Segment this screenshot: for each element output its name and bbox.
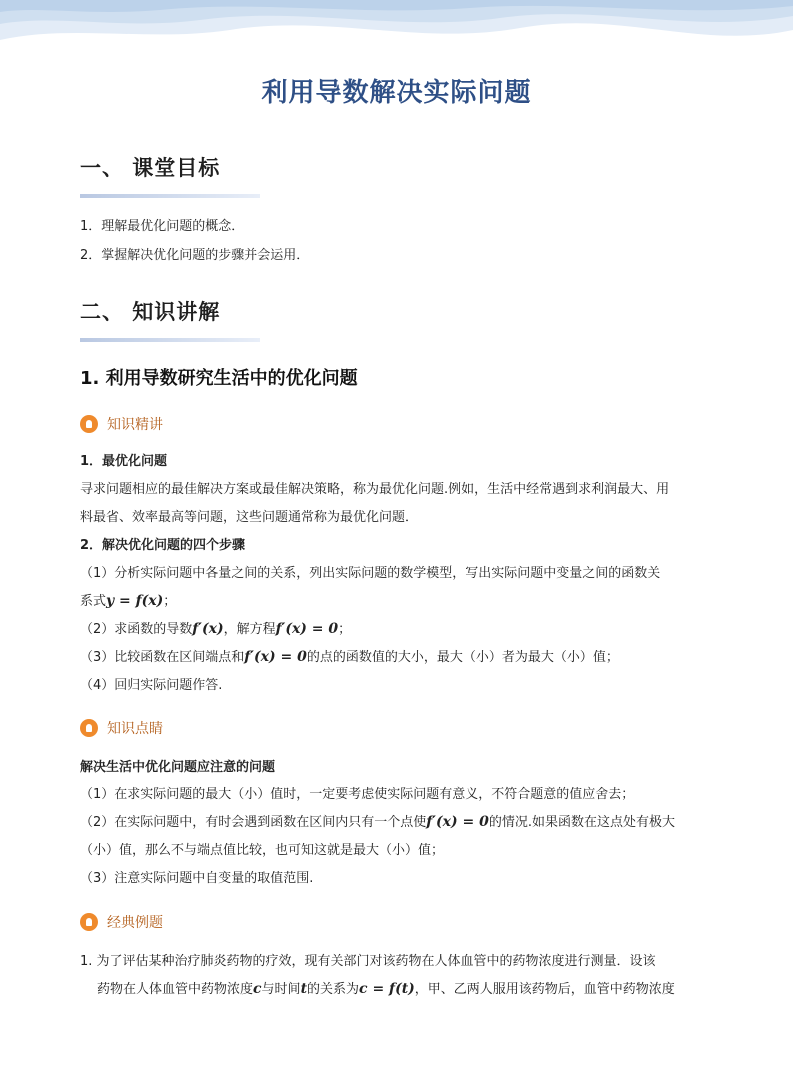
- tag-knowledge-explain: [80, 414, 163, 434]
- tag-label: 经典例题: [107, 915, 163, 931]
- math-formula: c = f(t): [359, 981, 415, 997]
- math-formula: f′(x) = 0: [426, 814, 489, 830]
- example-line: 药物在人体血管中药物浓度c与时间t的关系为c = f(t)，甲、乙两人服用该药物后，血管中药物浓度: [97, 981, 675, 997]
- math-formula: t: [300, 981, 308, 997]
- note-line: （1）在求实际问题的最大（小）值时，一定要考虑使实际问题有意义，不符合题意的值应舍去；: [80, 787, 635, 802]
- steps-heading: 2．解决优化问题的四个步骤: [80, 538, 246, 553]
- notes-heading: 解决生活中优化问题应注意的问题: [80, 760, 276, 775]
- step-line: （4）回归实际问题作答.: [80, 678, 223, 693]
- header-wave-decoration: [0, 0, 793, 70]
- concept-heading: 1．最优化问题: [80, 454, 168, 469]
- note-line: （3）注意实际问题中自变量的取值范围.: [80, 871, 314, 886]
- math-formula: c: [253, 981, 262, 997]
- paragraph-line: 料最省、效率最高等问题，这些问题通常称为最优化问题．: [80, 510, 419, 525]
- tag-classic-examples: [80, 912, 163, 932]
- lightbulb-icon: [80, 913, 98, 931]
- section-heading-goals: 一、 课堂目标: [80, 156, 221, 180]
- step-line: （1）分析实际问题中各量之间的关系，列出实际问题的数学模型，写出实际问题中变量之间的函数关: [80, 566, 661, 581]
- math-formula: f′(x) = 0: [275, 621, 339, 637]
- section-underline: [80, 338, 260, 342]
- math-formula: f′(x): [192, 621, 224, 637]
- tag-key-points: [80, 718, 163, 738]
- tag-label: 知识点睛: [107, 721, 163, 737]
- example-line: 1. 为了评估某种治疗肺炎药物的疗效，现有关部门对该药物在人体血管中的药物浓度进行测量．设该: [80, 954, 656, 969]
- step-line: （3）比较函数在区间端点和f′(x) = 0的点的函数值的大小，最大（小）者为最大（小）值；: [80, 649, 619, 665]
- step-line: （2）求函数的导数f′(x)，解方程f′(x) = 0；: [80, 621, 352, 637]
- section-heading-knowledge: 二、 知识讲解: [80, 300, 221, 324]
- lightbulb-icon: [80, 719, 98, 737]
- note-line: （小）值，那么不与端点值比较，也可知这就是最大（小）值；: [80, 843, 445, 858]
- lightbulb-icon: [80, 415, 98, 433]
- math-formula: f′(x) = 0: [244, 649, 307, 665]
- page-title: 利用导数解决实际问题: [261, 78, 532, 108]
- step-line: 系式y = f(x)；: [80, 593, 177, 609]
- goal-item: 1．理解最优化问题的概念．: [80, 219, 245, 234]
- math-formula: y = f(x): [106, 593, 164, 609]
- subsection-heading: 1. 利用导数研究生活中的优化问题: [80, 368, 358, 389]
- paragraph-line: 寻求问题相应的最佳解决方案或最佳解决策略，称为最优化问题.例如，生活中经常遇到求利润最大、用: [80, 482, 670, 497]
- note-line: （2）在实际问题中，有时会遇到函数在区间内只有一个点使f′(x) = 0的情况.如果函数在这点处有极大: [80, 814, 675, 830]
- goal-item: 2．掌握解决优化问题的步骤并会运用．: [80, 248, 310, 263]
- tag-label: 知识精讲: [107, 417, 163, 433]
- section-underline: [80, 194, 260, 198]
